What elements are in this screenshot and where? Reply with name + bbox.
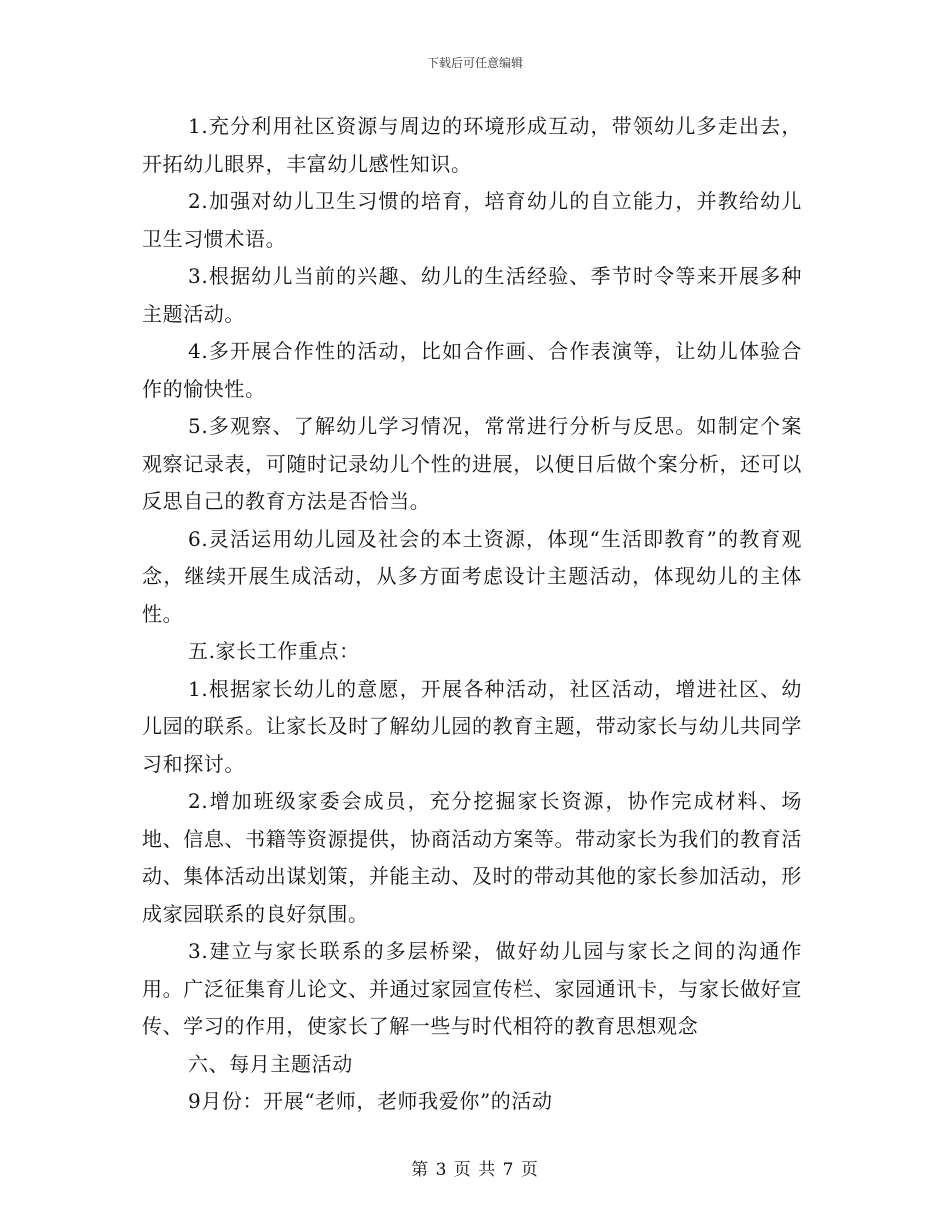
- paragraph-5: 5.多观察、了解幼儿学习情况，常常进行分析与反思。如制定个案观察记录表，可随时记录幼儿个性的进展，以便日后做个案分析，还可以反思自己的教育方法是否恰当。: [142, 414, 802, 513]
- paragraph-september: 9月份：开展“老师，老师我爱你”的活动: [188, 1089, 553, 1113]
- section-heading-monthly-themes: 六、每月主题活动: [188, 1051, 353, 1076]
- page-header: 下载后可任意编辑: [426, 56, 523, 70]
- paragraph-1: 1.充分利用社区资源与周边的环境形成互动，带领幼儿多走出去，开拓幼儿眼界，丰富幼儿感性知识。: [142, 114, 802, 176]
- paragraph-parent-1: 1.根据家长幼儿的意愿，开展各种活动，社区活动，增进社区、幼儿园的联系。让家长及时了解幼儿园的教育主题，带动家长与幼儿共同学习和探讨。: [142, 676, 802, 776]
- paragraph-6: 6.灵活运用幼儿园及社会的本土资源，体现“生活即教育”的教育观念，继续开展生成活动，从多方面考虑设计主题活动，体现幼儿的主体性。: [142, 526, 802, 626]
- paragraph-parent-3: 3.建立与家长联系的多层桥梁，做好幼儿园与家长之间的沟通作用。广泛征集育儿论文、并通过家园宣传栏、家园通讯卡，与家长做好宣传、学习的作用，使家长了解一些与时代相符的教育思想观念: [142, 939, 802, 1038]
- section-heading-parent-work: 五.家长工作重点：: [188, 639, 360, 663]
- paragraph-parent-2: 2.增加班级家委会成员，充分挖掘家长资源，协作完成材料、场地、信息、书籍等资源提供，协商活动方案等。带动家长为我们的教育活动、集体活动出谋划策，并能主动、及时的带动其他的家长参加活动，形成家园联系的良好氛围。: [142, 789, 802, 926]
- paragraph-4: 4.多开展合作性的活动，比如合作画、合作表演等，让幼儿体验合作的愉快性。: [142, 339, 802, 401]
- document-body: [142, 108, 802, 1121]
- paragraph-2: 2.加强对幼儿卫生习惯的培育，培育幼儿的自立能力，并教给幼儿卫生习惯术语。: [142, 189, 802, 251]
- page-footer: [0, 1155, 950, 1180]
- paragraph-3: 3.根据幼儿当前的兴趣、幼儿的生活经验、季节时令等来开展多种主题活动。: [142, 264, 802, 326]
- page-number: 第 3 页 共 7 页: [411, 1160, 539, 1180]
